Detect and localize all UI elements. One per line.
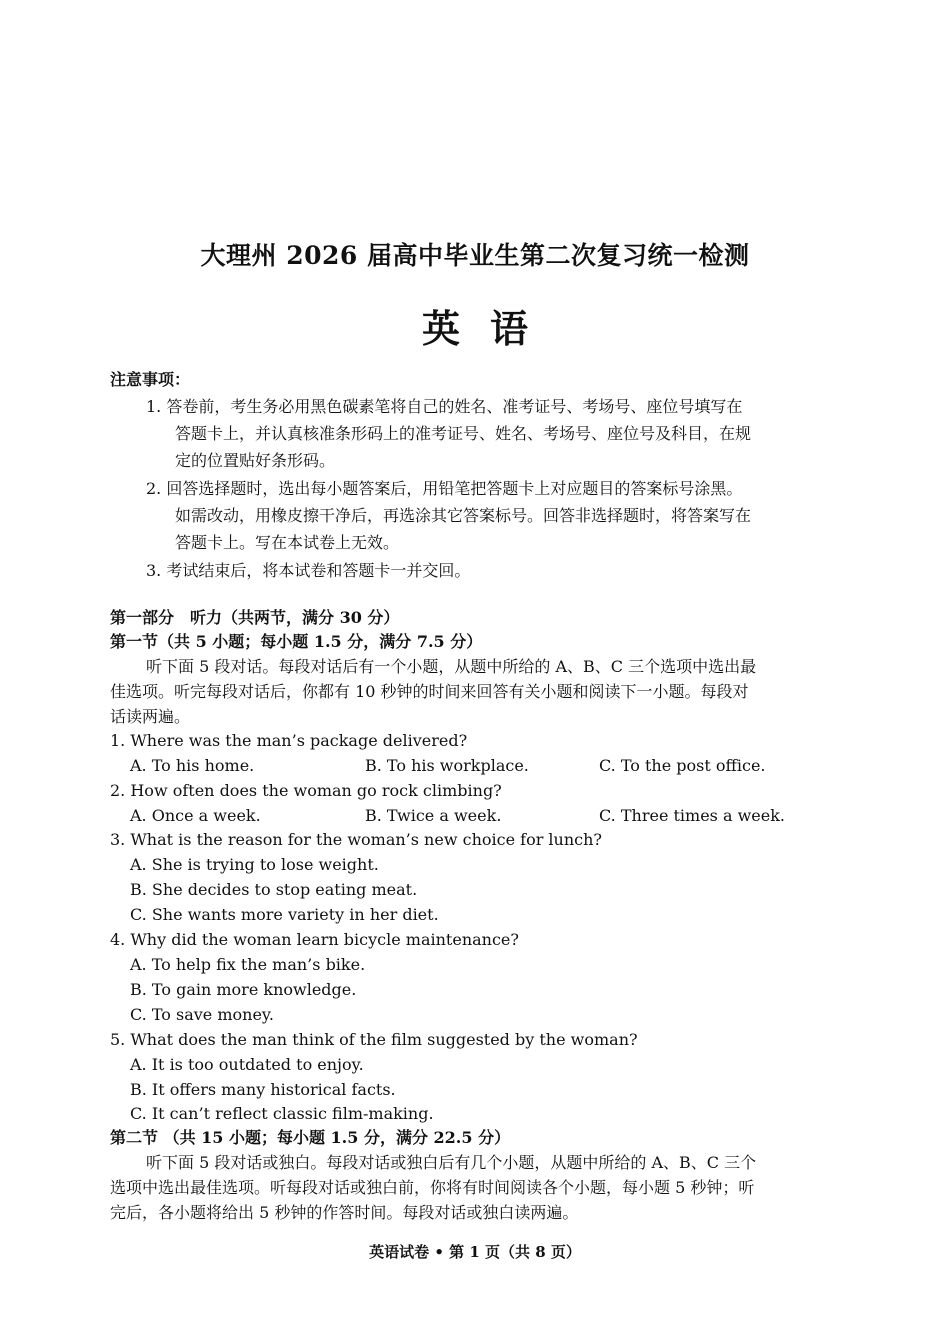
section2-instruction-line-3: 完后，各小题将给出 5 秒钟的作答时间。每段对话或独白读两遍。 <box>110 1203 579 1222</box>
question-1-option-b: B. To his workplace. <box>365 756 529 775</box>
question-2-option-c: C. Three times a week. <box>599 806 786 825</box>
question-1-text: 1. Where was the man’s package delivered? <box>110 731 468 750</box>
question-1-option-a: A. To his home. <box>130 756 255 775</box>
question-3-option-c: C. She wants more variety in her diet. <box>130 905 439 924</box>
notice-heading: 注意事项： <box>110 370 191 389</box>
question-3-option-b: B. She decides to stop eating meat. <box>130 880 418 899</box>
section1-heading: 第一节（共 5 小题；每小题 1.5 分，满分 7.5 分） <box>110 632 483 651</box>
notice-item-2-line-3: 答题卡上。写在本试卷上无效。 <box>175 533 400 552</box>
section2-instruction-line-1: 听下面 5 段对话或独白。每段对话或独白后有几个小题，从题中所给的 A、B、C 三个 <box>146 1153 757 1172</box>
question-1-option-c: C. To the post office. <box>599 756 766 775</box>
question-3-text: 3. What is the reason for the woman’s new choice for lunch? <box>110 830 602 849</box>
question-2-option-b: B. Twice a week. <box>365 806 502 825</box>
exam-subject: 英语 <box>421 306 558 351</box>
question-2-option-a: A. Once a week. <box>130 806 261 825</box>
question-5-text: 5. What does the man think of the film suggested by the woman? <box>110 1030 638 1049</box>
question-3-option-a: A. She is trying to lose weight. <box>130 855 379 874</box>
question-2-text: 2. How often does the woman go rock climbing? <box>110 781 502 800</box>
notice-item-1-line-3: 定的位置贴好条形码。 <box>175 451 336 470</box>
question-5-option-c: C. It can’t reflect classic film-making. <box>130 1104 434 1123</box>
section1-instruction-line-1: 听下面 5 段对话。每段对话后有一个小题，从题中所给的 A、B、C 三个选项中选出最 <box>146 657 757 676</box>
question-4-option-a: A. To help fix the man’s bike. <box>130 955 366 974</box>
question-4-option-b: B. To gain more knowledge. <box>130 980 357 999</box>
question-5-option-b: B. It offers many historical facts. <box>130 1080 396 1099</box>
notice-item-1-line-2: 答题卡上，并认真核准条形码上的准考证号、姓名、考场号、座位号及科目，在规 <box>175 424 752 443</box>
exam-title: 大理州 2026 届高中毕业生第二次复习统一检测 <box>200 241 750 270</box>
notice-item-2-line-2: 如需改动，用橡皮擦干净后，再选涂其它答案标号。回答非选择题时，将答案写在 <box>175 506 752 525</box>
section2-heading: 第二节 （共 15 小题；每小题 1.5 分，满分 22.5 分） <box>110 1128 511 1147</box>
section1-instruction-line-2: 佳选项。听完每段对话后，你都有 10 秒钟的时间来回答有关小题和阅读下一小题。每段对 <box>110 682 749 701</box>
notice-item-2-line-1: 2. 回答选择题时，选出每小题答案后，用铅笔把答题卡上对应题目的答案标号涂黑。 <box>146 479 743 498</box>
question-4-option-c: C. To save money. <box>130 1005 274 1024</box>
section2-instruction-line-2: 选项中选出最佳选项。听每段对话或独白前，你将有时间阅读各个小题，每小题 5 秒钟；听 <box>110 1178 755 1197</box>
notice-item-3-line-1: 3. 考试结束后，将本试卷和答题卡一并交回。 <box>146 561 471 580</box>
question-5-option-a: A. It is too outdated to enjoy. <box>130 1055 364 1074</box>
page-footer: 英语试卷 • 第 1 页（共 8 页） <box>369 1243 581 1261</box>
question-4-text: 4. Why did the woman learn bicycle maintenance? <box>110 930 519 949</box>
notice-item-1-line-1: 1. 答卷前，考生务必用黑色碳素笔将自己的姓名、准考证号、考场号、座位号填写在 <box>146 397 743 416</box>
section1-instruction-line-3: 话读两遍。 <box>110 707 191 726</box>
part1-heading: 第一部分 听力（共两节，满分 30 分） <box>110 608 400 627</box>
